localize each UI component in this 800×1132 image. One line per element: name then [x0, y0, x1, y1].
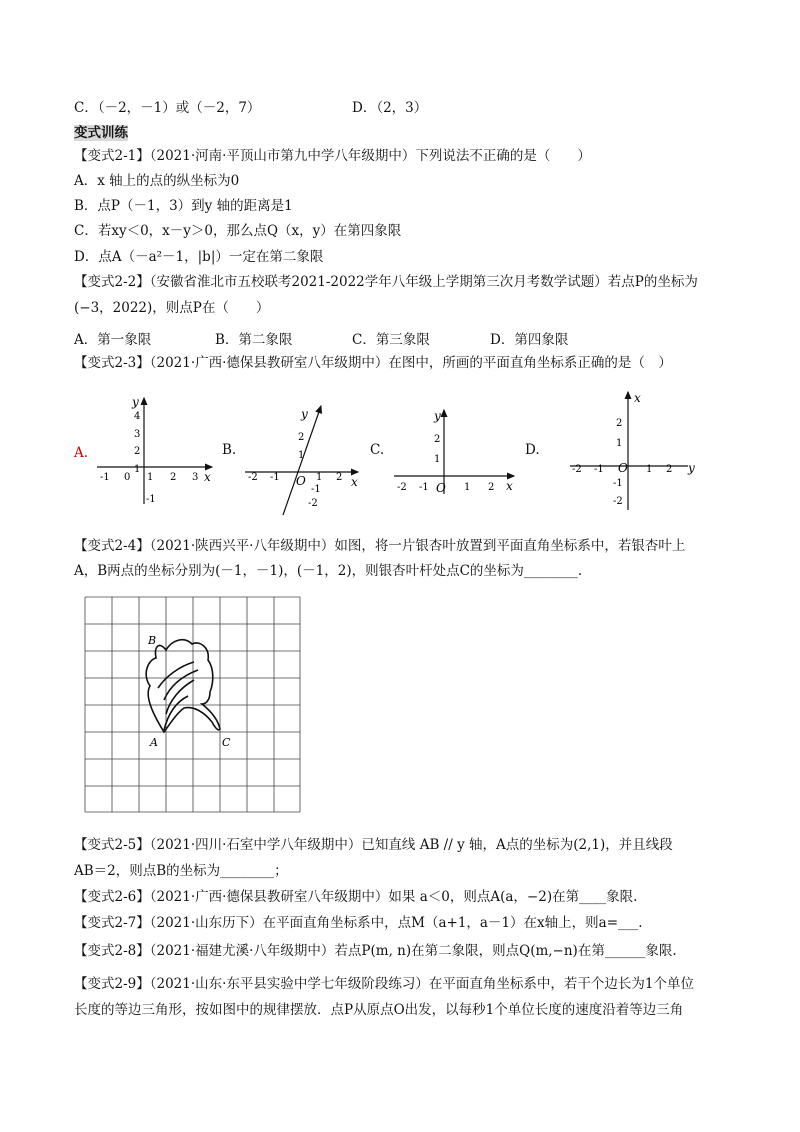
q26-stem: 【变式2-6】（2021·广西·德保县教研室八年级期中）如果 a＜0，则点A(a，−2)在第____象限.: [74, 889, 638, 905]
q24-stem-line1: 【变式2-4】（2021·陕西兴平·八年级期中）如图，将一片银杏叶放置到平面直角坐标系中，若银杏叶上: [74, 538, 686, 554]
tick-label: -1: [100, 472, 110, 483]
graph-c-origin: O: [436, 481, 446, 495]
tick-label: 2: [298, 432, 305, 443]
option-c: C．（－2，－1）或（－2，7）: [74, 100, 261, 116]
ginkgo-leaf: [146, 640, 220, 732]
tick-label: 2: [434, 434, 441, 445]
tick-label: 2: [488, 482, 495, 493]
graph-c-y-label: y: [434, 409, 441, 423]
tick-label: 1: [298, 450, 305, 461]
graph-b-y-label: y: [301, 407, 308, 421]
tick-label: -1: [311, 484, 321, 495]
tick-label: 2: [170, 472, 177, 483]
tick-label: 1: [464, 482, 471, 493]
q22-option-a: A．第一象限: [74, 332, 152, 348]
q25-stem-line2: AB＝2，则点B的坐标为________；: [74, 863, 288, 879]
tick-label: -1: [270, 472, 280, 483]
q27-stem: 【变式2-7】（2021·山东历下）在平面直角坐标系中，点M（a+1，a－1）在x轴上，则a=___.: [74, 915, 643, 931]
tick-label: 2: [616, 418, 623, 429]
q23-stem: 【变式2-3】（2021·广西·德保县教研室八年级期中）在图中，所画的平面直角坐标系正确的是（ ）: [74, 355, 672, 371]
q21-option-b: B．点P（－1，3）到y 轴的距离是1: [74, 198, 293, 214]
q23-label-d: D.: [525, 442, 540, 458]
tick-label: -2: [572, 464, 582, 475]
tick-label: 2: [666, 464, 673, 475]
tick-label: -1: [613, 478, 623, 489]
section-title: 变式训练: [74, 125, 128, 141]
tick-label: 0: [124, 472, 131, 483]
graph-b-origin: O: [296, 474, 306, 488]
graph-d-x-label: y: [688, 461, 695, 475]
tick-label: 3: [134, 429, 141, 440]
q21-option-d: D．点A（－a²－1，|b|）一定在第二象限: [74, 249, 324, 265]
graph-b: [243, 400, 365, 520]
q21-option-c: C．若xy＜0，x－y＞0，那么点Q（x，y）在第四象限: [74, 223, 402, 239]
q29-stem-line2: 长度的等边三角形，按如图中的规律摆放．点P从原点O出发，以每秒1个单位长度的速度沿着等边三角: [74, 1002, 684, 1018]
tick-label: -2: [308, 498, 318, 509]
q23-label-b: B.: [222, 442, 237, 458]
tick-label: -1: [419, 482, 429, 493]
graph-c: [392, 404, 522, 499]
tick-label: -2: [613, 496, 623, 507]
q22-option-d: D．第四象限: [490, 332, 569, 348]
q22-option-b: B．第二象限: [215, 332, 293, 348]
graph-a-x-label: x: [204, 470, 211, 484]
point-b-label: B: [148, 634, 157, 647]
tick-label: 1: [434, 454, 441, 465]
q28-stem: 【变式2-8】（2021·福建尤溪·八年级期中）若点P(m, n)在第二象限，则点Q(m,−n)在第______象限.: [74, 943, 677, 959]
q22-option-c: C．第三象限: [352, 332, 430, 348]
option-d: D．（2，3）: [352, 100, 428, 116]
tick-label: -1: [146, 494, 156, 505]
tick-label: 1: [646, 464, 653, 475]
graph-d-y-label: x: [634, 391, 641, 405]
q23-label-c: C.: [370, 442, 385, 458]
tick-label: 4: [134, 411, 141, 422]
tick-label: -2: [397, 482, 407, 493]
q23-label-a: A.: [74, 445, 89, 461]
tick-label: 2: [336, 472, 343, 483]
tick-label: 1: [147, 472, 154, 483]
point-c-label: C: [222, 736, 231, 749]
tick-label: 1: [134, 464, 141, 475]
q25-stem-line1: 【变式2-5】（2021·四川·石室中学八年级期中）已知直线 AB // y 轴，A点的坐标为(2,1)，并且线段: [74, 837, 673, 853]
graph-c-x-label: x: [506, 479, 513, 493]
tick-label: 1: [316, 472, 323, 483]
q24-stem-line2: A，B两点的坐标分别为(－1，－1)，(－1，2)，则银杏叶杆处点C的坐标为________.: [74, 563, 583, 579]
graph-d-origin: O: [618, 461, 628, 475]
q22-stem-line1: 【变式2-2】（安徽省淮北市五校联考2021-2022学年八年级上学期第三次月考数学试题）若点P的坐标为: [74, 274, 698, 290]
tick-label: -2: [248, 472, 258, 483]
ginkgo-grid-figure: [84, 596, 302, 814]
tick-label: 1: [616, 438, 623, 449]
graph-a-y-label: y: [132, 395, 139, 409]
q22-stem-line2: (−3，2022)，则点P在（ ）: [74, 300, 270, 316]
graph-a: [92, 392, 222, 510]
point-a-label: A: [150, 736, 158, 749]
tick-label: -1: [594, 464, 604, 475]
tick-label: 3: [192, 472, 199, 483]
q21-stem: 【变式2-1】（2021·河南·平顶山市第九中学八年级期中）下列说法不正确的是（ ）: [74, 148, 591, 164]
tick-label: 2: [134, 446, 141, 457]
graph-b-x-label: x: [351, 475, 358, 489]
q29-stem-line1: 【变式2-9】（2021·山东·东平县实验中学七年级阶段练习）在平面直角坐标系中，若干个边长为1个单位: [74, 976, 695, 992]
graph-d: [568, 388, 703, 513]
q21-option-a: A．x 轴上的点的纵坐标为0: [74, 173, 240, 189]
